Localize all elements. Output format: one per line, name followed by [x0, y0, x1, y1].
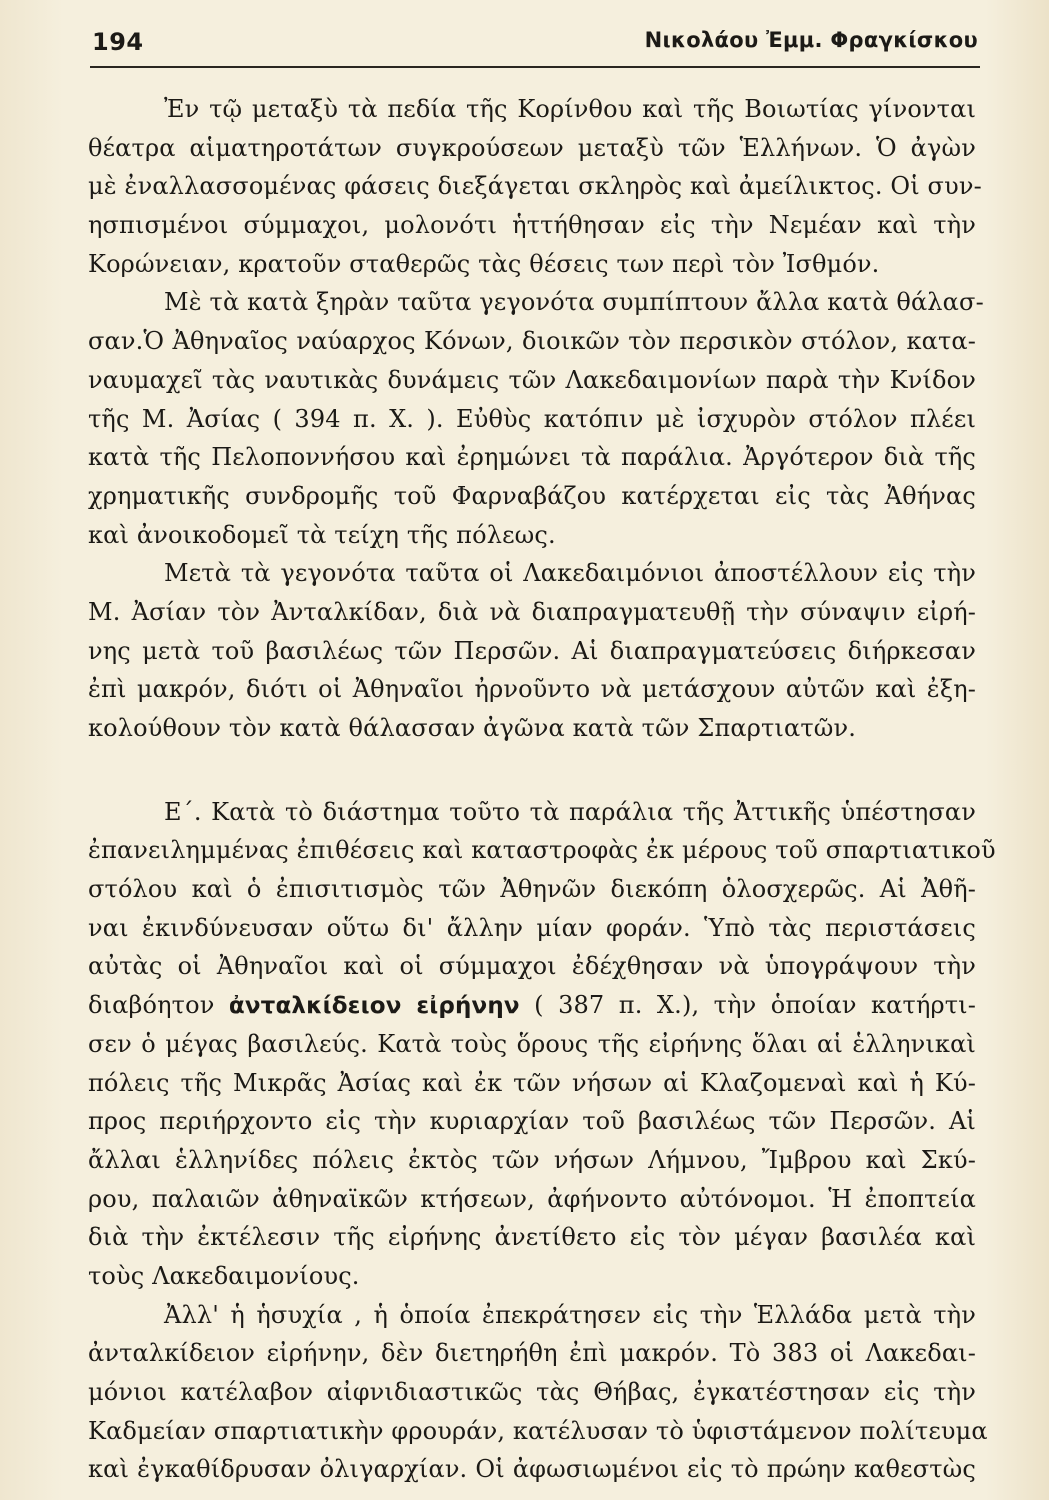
text-line: χρηματικῆς συνδρομῆς τοῦ Φαρναβάζου κατέρχεται εἰς τὰς Ἀθήνας — [88, 481, 976, 510]
text-line: Καδμείαν σπαρτιατικὴν φρουράν, κατέλυσαν τὸ ὑφιστάμενον πολίτευμα — [88, 1416, 988, 1445]
text-line: τῆς Μ. Ἀσίας ( 394 π. Χ. ). Εὐθὺς κατόπιν μὲ ἰσχυρὸν στόλον πλέει — [88, 404, 976, 433]
text-line: σαν.Ὁ Ἀθηναῖος ναύαρχος Κόνων, διοικῶν τὸν περσικὸν στόλον, κατα- — [88, 327, 976, 356]
text-line: Μετὰ τὰ γεγονότα ταῦτα οἱ Λακεδαιμόνιοι ἀποστέλλουν εἰς τὴν — [164, 559, 976, 588]
text-line: ρου, παλαιῶν ἀθηναϊκῶν κτήσεων, ἀφήνοντο αὐτόνομοι. Ἡ ἐποπτεία — [88, 1184, 976, 1213]
text-line: ἀνταλκίδειον εἰρήνην, δὲν διετηρήθη ἐπὶ μακρόν. Τὸ 383 οἱ Λακεδαι- — [88, 1339, 976, 1368]
text-line: ναι ἐκινδύνευσαν οὕτω δι' ἄλλην μίαν φοράν. Ὑπὸ τὰς περιστάσεις — [88, 913, 976, 942]
text-line: σεν ὁ μέγας βασιλεύς. Κατὰ τοὺς ὅρους τῆς εἰρήνης ὅλαι αἱ ἑλληνικαὶ — [88, 1029, 976, 1058]
paragraph — [88, 1296, 988, 1489]
section-gap — [88, 748, 976, 793]
text-line: Ἐν τῷ μεταξὺ τὰ πεδία τῆς Κορίνθου καὶ τῆς Βοιωτίας γίνονται — [164, 95, 976, 123]
bold-term: ἀνταλκίδειον εἰρήνην — [228, 993, 520, 1020]
text-line: Μὲ τὰ κατὰ ξηρὰν ταῦτα γεγονότα συμπίπτουν ἄλλα κατὰ θάλασ- — [164, 288, 984, 317]
text-line-with-bold — [88, 986, 976, 1025]
text-fragment: ( 387 π. Χ.), τὴν ὁποίαν κατήρτι- — [519, 991, 976, 1020]
text-line: καὶ ἀνοικοδομεῖ τὰ τείχη τῆς πόλεως. — [88, 520, 556, 549]
text-line: πόλεις τῆς Μικρᾶς Ἀσίας καὶ ἐκ τῶν νήσων αἱ Κλαζομεναὶ καὶ ἡ Κύ- — [88, 1068, 976, 1097]
paragraph — [88, 90, 982, 283]
running-title: Νικολάου Ἐμμ. Φραγκίσκου — [644, 28, 978, 52]
text-line: Ε΄. Κατὰ τὸ διάστημα τοῦτο τὰ παράλια τῆς Ἀττικῆς ὑπέστησαν — [164, 797, 976, 826]
text-line: ναυμαχεῖ τὰς ναυτικὰς δυνάμεις τῶν Λακεδαιμονίων παρὰ τὴν Κνίδον — [88, 365, 976, 394]
text-line: προς περιήρχοντο εἰς τὴν κυριαρχίαν τοῦ βασιλέως τῶν Περσῶν. Αἱ — [88, 1107, 976, 1136]
text-fragment: διαβόητον — [88, 991, 229, 1020]
text-line: ἐπανειλημμένας ἐπιθέσεις καὶ καταστροφὰς ἐκ μέρους τοῦ σπαρτιατικοῦ — [88, 836, 996, 865]
text-line: Μ. Ἀσίαν τὸν Ἀνταλκίδαν, διὰ νὰ διαπραγματευθῇ τὴν σύναψιν εἰρή- — [88, 597, 976, 626]
text-line: νης μετὰ τοῦ βασιλέως τῶν Περσῶν. Αἱ διαπραγματεύσεις διήρκεσαν — [88, 636, 976, 665]
page-number: 194 — [92, 28, 144, 56]
text-line: διὰ τὴν ἐκτέλεσιν τῆς εἰρήνης ἀνετίθετο εἰς τὸν μέγαν βασιλέα καὶ — [88, 1223, 976, 1252]
paragraph — [88, 554, 976, 747]
text-line: θέατρα αἱματηροτάτων συγκρούσεων μεταξὺ τῶν Ἑλλήνων. Ὁ ἀγὼν — [88, 133, 976, 162]
text-line: ἐπὶ μακρόν, διότι οἱ Ἀθηναῖοι ἠρνοῦντο νὰ μετάσχουν αὐτῶν καὶ ἐξη- — [88, 675, 976, 704]
text-line: αὐτὰς οἱ Ἀθηναῖοι καὶ οἱ σύμμαχοι ἐδέχθησαν νὰ ὑπογράψουν τὴν — [88, 952, 976, 981]
text-line: ἄλλαι ἑλληνίδες πόλεις ἐκτὸς τῶν νήσων Λήμνου, Ἴμβρου καὶ Σκύ- — [88, 1145, 976, 1174]
text-line: Ἀλλ' ἡ ἡσυχία , ἡ ὁποία ἐπεκράτησεν εἰς τὴν Ἑλλάδα μετὰ τὴν — [164, 1300, 976, 1329]
text-line: κατὰ τῆς Πελοποννήσου καὶ ἐρημώνει τὰ παράλια. Ἀργότερον διὰ τῆς — [88, 443, 976, 472]
text-line: καὶ ἐγκαθίδρυσαν ὀλιγαρχίαν. Οἱ ἀφωσιωμένοι εἰς τὸ πρώην καθεστὼς — [88, 1455, 976, 1484]
text-line: μόνιοι κατέλαβον αἰφνιδιαστικῶς τὰς Θήβας, ἐγκατέστησαν εἰς τὴν — [88, 1378, 976, 1406]
paragraph — [88, 793, 996, 1296]
page-header — [92, 22, 978, 70]
paragraph — [88, 283, 984, 554]
text-line: τοὺς Λακεδαιμονίους. — [88, 1261, 360, 1290]
body-text — [88, 90, 996, 1489]
text-line: ησπισμένοι σύμμαχοι, μολονότι ἡττήθησαν εἰς τὴν Νεμέαν καὶ τὴν — [88, 211, 976, 240]
text-line: Κορώνειαν, κρατοῦν σταθερῶς τὰς θέσεις των περὶ τὸν Ἰσθμόν. — [88, 249, 880, 278]
header-rule — [90, 66, 980, 68]
text-line: στόλου καὶ ὁ ἐπισιτισμὸς τῶν Ἀθηνῶν διεκόπη ὁλοσχερῶς. Αἱ Ἀθῆ- — [88, 875, 976, 904]
text-line: κολούθουν τὸν κατὰ θάλασσαν ἀγῶνα κατὰ τῶν Σπαρτιατῶν. — [88, 714, 856, 742]
text-line: μὲ ἐναλλασσομένας φάσεις διεξάγεται σκληρὸς καὶ ἀμείλικτος. Οἱ συν- — [88, 172, 982, 201]
